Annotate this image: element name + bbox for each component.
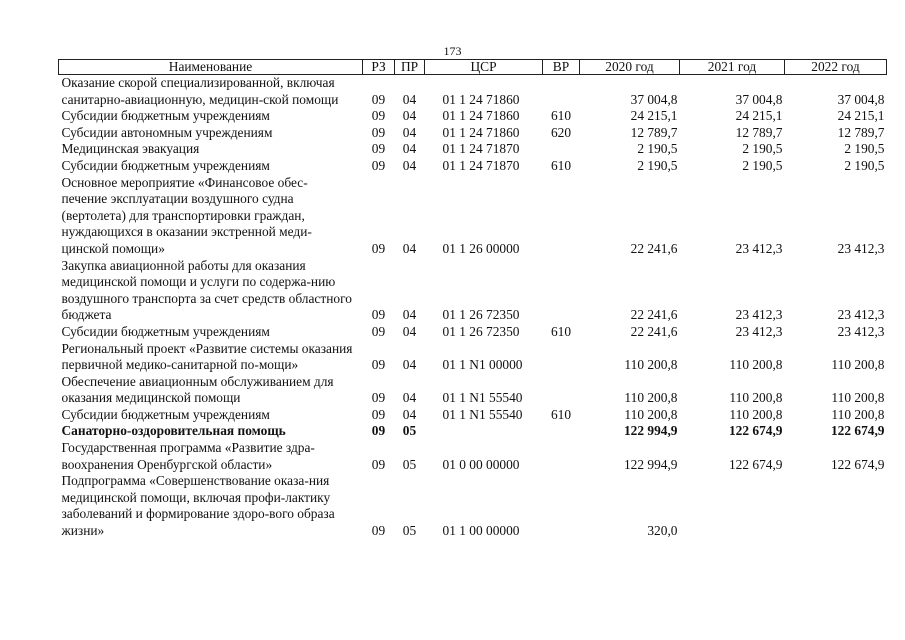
cell-rz: 09 <box>371 91 386 107</box>
cell-vr: 610 <box>550 406 572 422</box>
cell-y2020: 122 994,9 <box>623 456 678 472</box>
cell-name: Субсидии бюджетным учреждениям <box>61 157 270 173</box>
cell-rz: 09 <box>371 157 386 173</box>
cell-rz: 09 <box>371 323 386 339</box>
table-row <box>59 423 887 440</box>
cell-y2020: 110 200,8 <box>624 390 678 406</box>
cell-y2021: 24 215,1 <box>735 108 783 124</box>
cell-rz: 09 <box>371 108 386 124</box>
cell-y2021: 37 004,8 <box>735 91 783 107</box>
cell-csr: 01 1 24 71870 <box>442 141 520 157</box>
cell-y2021: 23 412,3 <box>735 307 783 323</box>
cell-y2021: 110 200,8 <box>729 406 783 422</box>
cell-y2021: 2 190,5 <box>742 141 783 157</box>
page-number: 173 <box>443 44 462 58</box>
cell-y2020: 12 789,7 <box>630 124 678 140</box>
cell-name: Санаторно-оздоровительная помощь <box>61 423 286 439</box>
cell-y2020: 22 241,6 <box>630 307 678 323</box>
cell-name: Субсидии бюджетным учреждениям <box>61 406 270 422</box>
cell-y2022: 23 412,3 <box>837 323 885 339</box>
header-pr: ПР <box>395 60 425 75</box>
cell-csr: 01 1 N1 55540 <box>442 390 523 406</box>
cell-name: Оказание скорой специализированной, включая санитарно-авиационную, медицин-ской помощи <box>61 75 339 107</box>
table-row <box>59 258 887 324</box>
cell-y2022: 37 004,8 <box>837 91 885 107</box>
cell-name: Обеспечение авиационным обслуживанием для оказания медицинской помощи <box>61 373 334 406</box>
cell-vr: 610 <box>550 157 572 173</box>
table-row <box>59 158 887 175</box>
table-row <box>59 440 887 473</box>
cell-y2022: 110 200,8 <box>831 390 885 406</box>
cell-name: Субсидии автономным учреждениям <box>61 124 273 140</box>
cell-rz: 09 <box>371 523 386 539</box>
cell-rz: 09 <box>371 307 386 323</box>
cell-name: Субсидии бюджетным учреждениям <box>61 108 270 124</box>
cell-csr <box>425 423 543 440</box>
budget-table <box>58 59 887 540</box>
cell-pr: 04 <box>402 141 417 157</box>
cell-y2022 <box>785 473 887 539</box>
cell-name: Государственная программа «Развитие здра-воохранения Оренбургской области» <box>61 440 315 472</box>
cell-y2020: 320,0 <box>647 523 678 539</box>
cell-csr: 01 1 N1 00000 <box>442 357 523 373</box>
cell-y2022: 12 789,7 <box>837 124 885 140</box>
cell-rz: 09 <box>371 406 386 422</box>
table-row <box>59 75 887 109</box>
table-header <box>59 60 887 75</box>
cell-csr: 01 1 24 71860 <box>442 91 520 107</box>
cell-vr <box>543 75 580 109</box>
cell-name: Региональный проект «Развитие системы оказания первичной медико-санитарной по-мощи» <box>61 340 353 373</box>
cell-vr <box>543 258 580 324</box>
cell-name: Субсидии бюджетным учреждениям <box>61 323 270 339</box>
cell-rz: 09 <box>371 240 386 256</box>
header-rz: РЗ <box>363 60 395 75</box>
table-row <box>59 108 887 125</box>
cell-y2021: 23 412,3 <box>735 323 783 339</box>
cell-y2020: 37 004,8 <box>630 91 678 107</box>
cell-pr: 04 <box>402 307 417 323</box>
cell-y2022: 122 674,9 <box>830 456 885 472</box>
cell-csr: 01 1 00 00000 <box>442 523 520 539</box>
cell-vr <box>543 374 580 407</box>
cell-csr: 01 1 24 71870 <box>442 157 520 173</box>
cell-y2022: 2 190,5 <box>844 157 885 173</box>
cell-csr: 01 1 N1 55540 <box>442 406 523 422</box>
cell-pr: 05 <box>402 423 417 439</box>
cell-y2022: 122 674,9 <box>830 423 885 439</box>
cell-y2021 <box>680 473 785 539</box>
cell-y2020: 122 994,9 <box>623 423 678 439</box>
cell-y2020: 110 200,8 <box>624 357 678 373</box>
cell-pr: 05 <box>402 456 417 472</box>
cell-y2021: 122 674,9 <box>728 423 783 439</box>
cell-y2020: 24 215,1 <box>630 108 678 124</box>
table-row <box>59 125 887 142</box>
cell-y2020: 110 200,8 <box>624 406 678 422</box>
cell-name: Медицинская эвакуация <box>61 141 200 157</box>
cell-rz: 09 <box>371 141 386 157</box>
cell-vr <box>543 423 580 440</box>
cell-pr: 04 <box>402 406 417 422</box>
cell-pr: 04 <box>402 323 417 339</box>
cell-pr: 04 <box>402 91 417 107</box>
header-name: Наименование <box>59 60 363 75</box>
cell-rz: 09 <box>371 124 386 140</box>
table-body <box>59 75 887 540</box>
cell-pr: 04 <box>402 108 417 124</box>
cell-vr <box>543 141 580 158</box>
cell-y2021: 2 190,5 <box>742 157 783 173</box>
cell-pr: 04 <box>402 390 417 406</box>
cell-y2020: 2 190,5 <box>637 141 678 157</box>
header-2022: 2022 год <box>785 60 887 75</box>
header-2021: 2021 год <box>680 60 785 75</box>
cell-rz: 09 <box>371 357 386 373</box>
cell-y2022: 23 412,3 <box>837 307 885 323</box>
cell-y2020: 2 190,5 <box>637 157 678 173</box>
cell-y2021: 12 789,7 <box>735 124 783 140</box>
cell-name: Основное мероприятие «Финансовое обес-печение эксплуатации воздушного судна (вертолета) для транспортировки граждан, нуждающихся в оказании экстренной меди-цинской помощи» <box>61 174 312 256</box>
cell-vr: 620 <box>550 124 572 140</box>
cell-vr <box>543 341 580 374</box>
cell-csr: 01 1 26 00000 <box>442 240 520 256</box>
cell-y2021: 110 200,8 <box>729 357 783 373</box>
cell-y2021: 122 674,9 <box>728 456 783 472</box>
table-row <box>59 374 887 407</box>
cell-vr: 610 <box>550 323 572 339</box>
table-row <box>59 175 887 258</box>
cell-y2020: 22 241,6 <box>630 240 678 256</box>
cell-csr: 01 1 26 72350 <box>442 323 520 339</box>
table-row <box>59 473 887 539</box>
cell-pr: 04 <box>402 357 417 373</box>
cell-y2021: 110 200,8 <box>729 390 783 406</box>
cell-rz: 09 <box>371 423 386 439</box>
cell-vr <box>543 473 580 539</box>
header-vr: ВР <box>543 60 580 75</box>
cell-y2020: 22 241,6 <box>630 323 678 339</box>
cell-pr: 04 <box>402 124 417 140</box>
cell-csr: 01 1 24 71860 <box>442 108 520 124</box>
cell-y2022: 23 412,3 <box>837 240 885 256</box>
cell-pr: 05 <box>402 523 417 539</box>
table-row <box>59 324 887 341</box>
cell-y2022: 24 215,1 <box>837 108 885 124</box>
cell-rz: 09 <box>371 390 386 406</box>
cell-vr: 610 <box>550 108 572 124</box>
cell-y2022: 110 200,8 <box>831 357 885 373</box>
cell-csr: 01 0 00 00000 <box>442 456 520 472</box>
cell-y2021: 23 412,3 <box>735 240 783 256</box>
header-csr: ЦСР <box>425 60 543 75</box>
table-row <box>59 141 887 158</box>
cell-vr <box>543 440 580 473</box>
cell-pr: 04 <box>402 240 417 256</box>
table-row <box>59 341 887 374</box>
cell-vr <box>543 175 580 258</box>
cell-name: Подпрограмма «Совершенствование оказа-ния медицинской помощи, включая профи-лактику заболеваний и формирование здоро-вого образа жизни» <box>61 473 335 539</box>
cell-csr: 01 1 24 71860 <box>442 124 520 140</box>
table-row <box>59 407 887 424</box>
cell-pr: 04 <box>402 157 417 173</box>
cell-y2022: 110 200,8 <box>831 406 885 422</box>
header-row <box>59 60 887 75</box>
cell-name: Закупка авиационной работы для оказания медицинской помощи и услуги по содержа-нию воздушного транспорта за счет средств областного бюджета <box>61 257 352 323</box>
cell-rz: 09 <box>371 456 386 472</box>
cell-y2022: 2 190,5 <box>844 141 885 157</box>
cell-csr: 01 1 26 72350 <box>442 307 520 323</box>
header-2020: 2020 год <box>580 60 680 75</box>
